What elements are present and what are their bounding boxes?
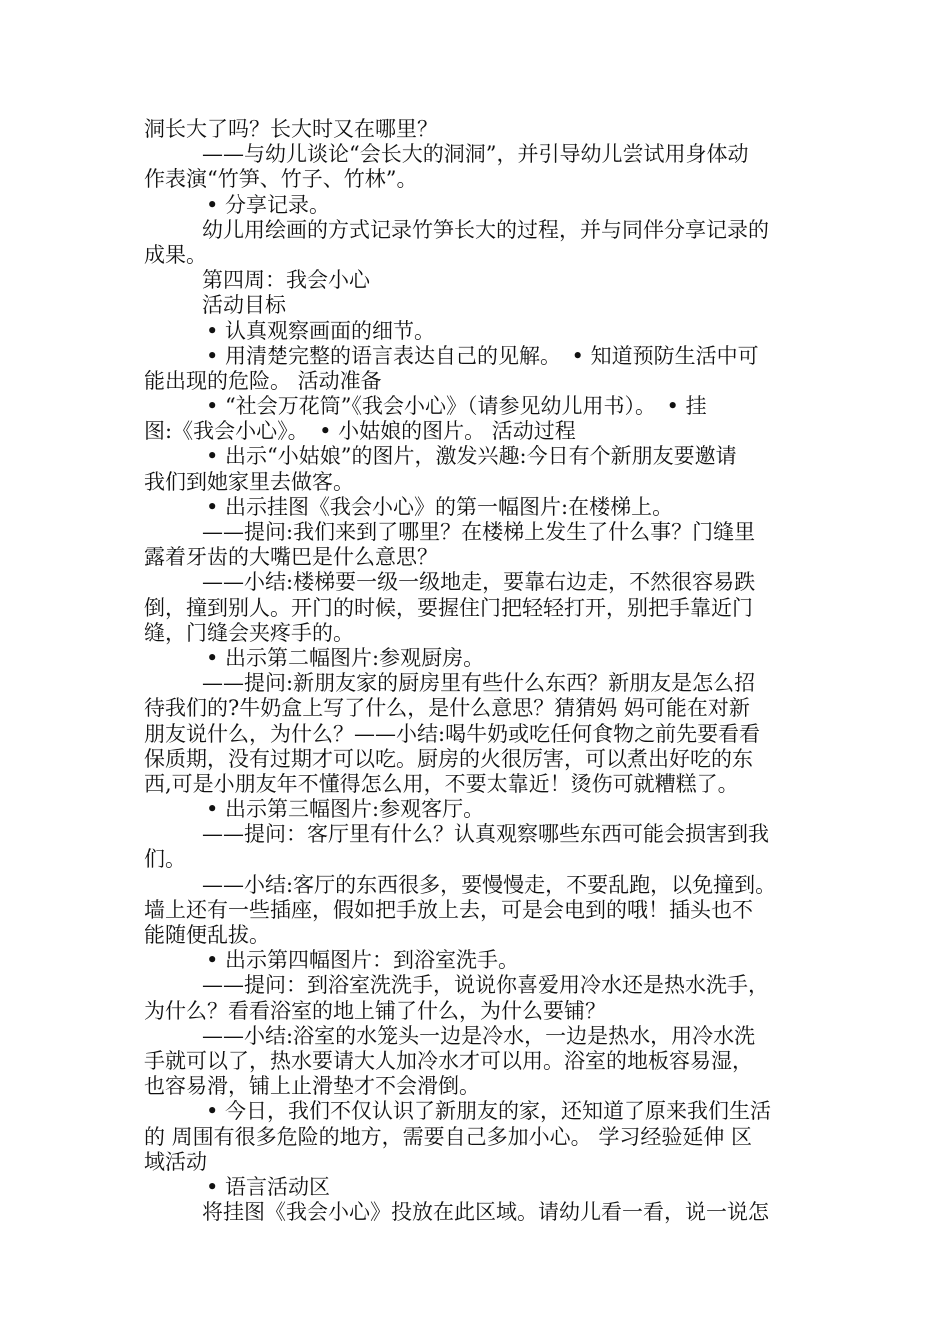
text-line: ——提问：到浴室洗洗手，说说你喜爱用冷水还是热水洗手，: [202, 973, 769, 998]
text-line: • 认真观察画面的细节。: [206, 318, 436, 343]
text-line: • “社会万花筒”《我会小心》（请参见幼儿用书）。 • 挂: [206, 394, 707, 419]
text-line: 幼儿用绘画的方式记录竹笋长大的过程，并与同伴分享记录的: [202, 217, 769, 242]
text-line: • 今日，我们不仅认识了新朋友的家，还知道了原来我们生活: [206, 1099, 772, 1124]
text-line: 保质期，没有过期才可以吃。厨房的火很厉害，可以煮出好吃的东: [144, 746, 753, 771]
text-line: 为什么？看看浴室的地上铺了什么，为什么要铺？: [144, 998, 606, 1023]
text-line: ——小结:浴室的水笼头一边是冷水，一边是热水，用冷水洗: [202, 1023, 756, 1048]
text-line: • 语言活动区: [206, 1174, 331, 1199]
document-body: [144, 117, 824, 1225]
text-line: • 分享记录。: [206, 192, 331, 217]
text-line: 也容易滑，铺上止滑垫才不会滑倒。: [144, 1074, 480, 1099]
text-line: 作表演“竹笋、竹子、竹林”。: [144, 167, 418, 192]
text-line: 待我们的?牛奶盒上写了什么，是什么意思？猜猜妈 妈可能在对新: [144, 696, 750, 721]
text-line: 将挂图《我会小心》投放在此区域。请幼儿看一看，说一说怎: [202, 1200, 769, 1225]
text-line: 我们到她家里去做客。: [144, 469, 354, 494]
text-line: 能出现的危险。 活动准备: [144, 368, 382, 393]
text-line: 们。: [144, 847, 186, 872]
text-line: ——小结:楼梯要一级一级地走，要靠右边走，不然很容易跌: [202, 570, 756, 595]
text-line: 倒，撞到别人。开门的时候，要握住门把轻轻打开，别把手靠近门: [144, 595, 753, 620]
text-line: • 出示第三幅图片:参观客厅。: [206, 797, 485, 822]
text-line: ——小结:客厅的东西很多，要慢慢走，不要乱跑，以免撞到。: [202, 872, 777, 897]
text-line: • 出示第四幅图片：到浴室洗手。: [206, 948, 520, 973]
text-line: • 出示第二幅图片:参观厨房。: [206, 645, 485, 670]
text-line: 图:《我会小心》。 • 小姑娘的图片。 活动过程: [144, 419, 576, 444]
text-line: 洞长大了吗？长大时又在哪里？: [144, 117, 438, 141]
text-line: 手就可以了，热水要请大人加冷水才可以用。浴室的地板容易湿，: [144, 1048, 753, 1073]
text-line: ——与幼儿谈论“会长大的洞洞”，并引导幼儿尝试用身体动: [202, 142, 749, 167]
text-line: 能随便乱拔。: [144, 923, 270, 947]
text-line: 的 周围有很多危险的地方，需要自己多加小心。 学习经验延伸 区: [144, 1124, 753, 1149]
text-line: 成果。: [144, 242, 207, 267]
text-line: 活动目标: [202, 293, 286, 318]
text-line: 域活动: [144, 1149, 207, 1174]
text-line: 墙上还有一些插座，假如把手放上去，可是会电到的哦！插头也不: [144, 897, 753, 922]
text-line: ——提问:新朋友家的厨房里有些什么东西？新朋友是怎么招: [202, 671, 756, 696]
text-line: 西,可是小朋友年不懂得怎么用，不要太靠近！烫伤可就糟糕了。: [144, 771, 739, 796]
text-line: 朋友说什么，为什么？——小结:喝牛奶或吃任何食物之前先要看看: [144, 721, 761, 746]
text-line: • 出示挂图《我会小心》的第一幅图片:在楼梯上。: [206, 494, 674, 519]
text-line: 缝，门缝会夹疼手的。: [144, 620, 354, 645]
text-line: 第四周：我会小心: [202, 268, 370, 293]
text-line: ——提问:我们来到了哪里？在楼梯上发生了什么事？门缝里: [202, 520, 756, 544]
text-line: • 出示“小姑娘”的图片，激发兴趣:今日有个新朋友要邀请: [206, 444, 737, 469]
text-line: • 用清楚完整的语言表达自己的见解。 • 知道预防生活中可: [206, 343, 759, 368]
text-line: 露着牙齿的大嘴巴是什么意思？: [144, 545, 438, 570]
text-line: ——提问：客厅里有什么？认真观察哪些东西可能会损害到我: [202, 822, 769, 847]
